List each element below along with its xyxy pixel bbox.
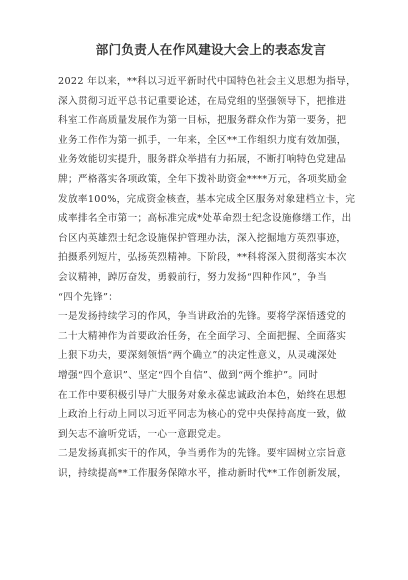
paragraph-line: 深入贯彻习近平总书记重要论述，在局党组的坚强领导下，把推进	[58, 95, 347, 107]
document-title: 部门负责人在作风建设大会上的表态发言	[95, 42, 327, 57]
paragraph-line: 在工作中要积极引导广大服务对象永葆忠诚政治本色，始终在思想	[58, 389, 347, 401]
paragraph-line: 识，持续提高**工作服务保障水平，推动新时代**工作创新发展，	[58, 467, 348, 479]
paragraph-line: 发放率100%，完成资金核查，基本完成全区服务对象建档立卡，完	[58, 193, 356, 205]
paragraph-line: 台区内英雄烈士纪念设施保护管理办法，深入挖掘地方英烈事迹，	[58, 232, 347, 244]
paragraph-line: 会议精神，踔厉奋发，勇毅前行，努力发扬“四种作风”，争当	[58, 271, 328, 283]
paragraph-line: 成率排名全市第一；高标准完成*处革命烈士纪念设施修缮工作，出	[58, 213, 352, 225]
paragraph-line: 2022 年以来，**科以习近平新时代中国特色社会主义思想为指导，	[58, 76, 357, 87]
paragraph-line: 牌；严格落实各项政策，全年下拨补助资金****万元，各项奖励金	[58, 173, 348, 185]
paragraph-line: 上狠下功夫，要深刻领悟“两个确立”的决定性意义，从灵魂深处	[58, 350, 337, 362]
paragraph-line: 增强“四个意识”、坚定“四个自信”、做到“两个维护”。同时	[58, 369, 319, 381]
paragraph-line: 上政治上行动上同以习近平同志为核心的党中央保持高度一致，做	[58, 409, 347, 421]
paragraph-line: 科室工作高质量发展作为第一目标，把服务群众作为第一要务，把	[58, 115, 347, 127]
paragraph-line: 业务效能切实提升，服务群众举措有力拓展，不断打响特色党建品	[58, 154, 347, 166]
document-body	[58, 72, 364, 483]
paragraph-line: 拍摄系列短片，弘扬英烈精神。下阶段，**科将深入贯彻落实本次	[58, 252, 347, 264]
paragraph-line: 二十大精神作为首要政治任务，在全面学习、全面把握、全面落实	[58, 330, 347, 342]
paragraph-line: “四个先锋”：	[58, 291, 119, 303]
paragraph-line: 业务工作作为第一抓手，一年来，全区**工作组织力度有效加强，	[58, 134, 347, 146]
paragraph-line: 一是发扬持续学习的作风，争当讲政治的先锋。要将学深悟透党的	[58, 311, 347, 323]
paragraph-line: 二是发扬真抓实干的作风，争当勇作为的先锋。要牢固树立宗旨意	[58, 448, 347, 460]
paragraph-line: 到矢志不渝听党话，一心一意跟党走。	[58, 428, 228, 440]
